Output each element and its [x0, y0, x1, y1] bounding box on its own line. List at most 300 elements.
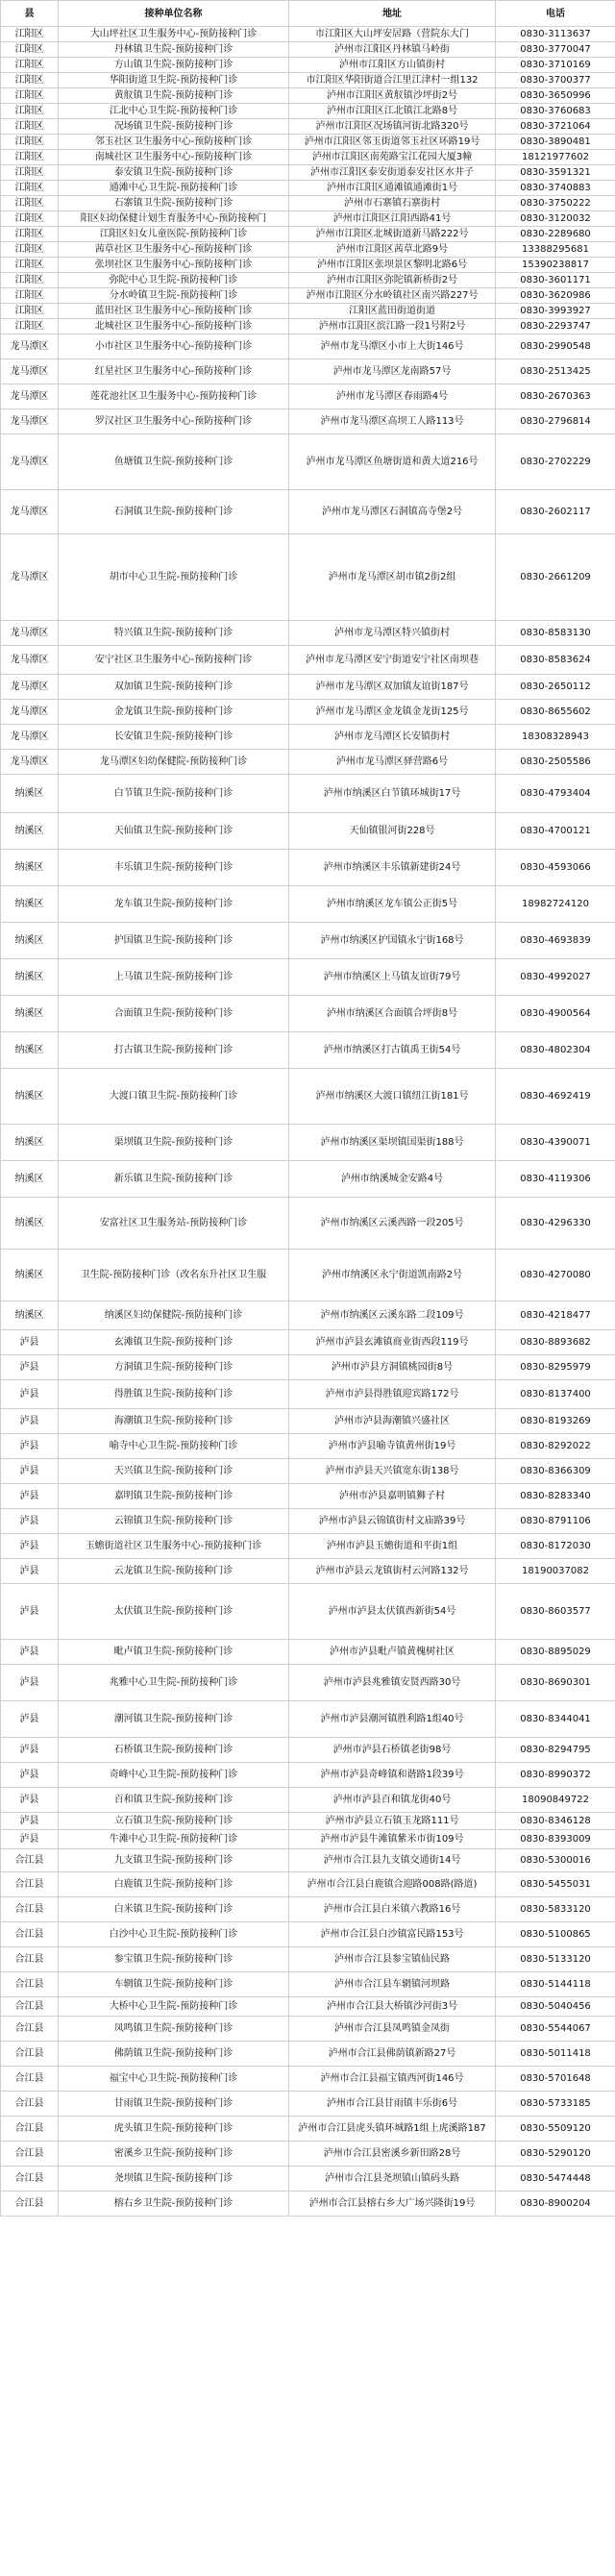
cell-address: 泸州市龙马潭区春雨路4号	[289, 384, 496, 409]
cell-phone: 0830-3993927	[496, 304, 615, 319]
cell-county: 龙马潭区	[1, 334, 59, 359]
table-row	[1, 1813, 615, 1830]
cell-address: 泸州市纳溪区护国镇永宁街168号	[289, 923, 496, 959]
cell-county: 合江县	[1, 2142, 59, 2167]
cell-phone: 0830-8583624	[496, 646, 615, 675]
cell-county: 龙马潭区	[1, 384, 59, 409]
cell-phone: 0830-3721064	[496, 119, 615, 135]
cell-address: 泸州市泸县嘉明镇狮子村	[289, 1484, 496, 1509]
cell-address: 泸州市江阳区况场镇河街北路320号	[289, 119, 496, 135]
cell-unit-name: 红星社区卫生服务中心-预防接种门诊	[59, 359, 289, 384]
cell-address: 泸州市泸县喻寺镇黄州街19号	[289, 1434, 496, 1459]
cell-unit-name: 泰安镇卫生院-预防接种门诊	[59, 165, 289, 181]
cell-phone: 0830-2293747	[496, 319, 615, 334]
cell-unit-name: 尧坝镇卫生院-预防接种门诊	[59, 2167, 289, 2192]
cell-county: 泸县	[1, 1409, 59, 1434]
cell-address: 泸州市合江县凤鸣镇金凤街	[289, 2017, 496, 2042]
cell-county: 纳溪区	[1, 813, 59, 850]
cell-unit-name: 打古镇卫生院-预防接种门诊	[59, 1032, 289, 1069]
table-row	[1, 1640, 615, 1665]
cell-unit-name: 双加镇卫生院-预防接种门诊	[59, 675, 289, 700]
cell-county: 纳溪区	[1, 886, 59, 923]
cell-county: 江阳区	[1, 42, 59, 58]
cell-unit-name: 大渡口镇卫生院-预防接种门诊	[59, 1069, 289, 1125]
cell-address: 泸州市合江县福宝镇西河街146号	[289, 2067, 496, 2092]
cell-address: 泸州市江阳区茜草北路9号	[289, 242, 496, 258]
table-row	[1, 490, 615, 534]
cell-unit-name: 渠坝镇卫生院-预防接种门诊	[59, 1125, 289, 1161]
cell-unit-name: 参宝镇卫生院-预防接种门诊	[59, 1947, 289, 1972]
cell-phone: 0830-8295979	[496, 1355, 615, 1380]
cell-address: 市江阳区华阳街道合江里江津村一组132	[289, 73, 496, 88]
cell-county: 纳溪区	[1, 775, 59, 813]
table-row	[1, 725, 615, 750]
cell-unit-name: 小市社区卫生服务中心-预防接种门诊	[59, 334, 289, 359]
cell-address: 泸州市江阳区张坝景区黎明北路6号	[289, 258, 496, 273]
cell-unit-name: 南城社区卫生服务中心-预防接种门诊	[59, 150, 289, 165]
cell-phone: 0830-5290120	[496, 2142, 615, 2167]
cell-phone: 0830-8283340	[496, 1484, 615, 1509]
table-row	[1, 334, 615, 359]
cell-unit-name: 潮河镇卫生院-预防接种门诊	[59, 1701, 289, 1738]
cell-unit-name: 牛滩中心卫生院-预防接种门诊	[59, 1830, 289, 1849]
cell-address: 泸州市合江县九支镇交通街14号	[289, 1849, 496, 1872]
table-row	[1, 750, 615, 775]
cell-address: 泸州市龙马潭区龙南路57号	[289, 359, 496, 384]
table-row	[1, 196, 615, 211]
cell-phone: 0830-3120032	[496, 211, 615, 227]
cell-address: 泸州市泸县牛滩镇紫米市街109号	[289, 1830, 496, 1849]
cell-unit-name: 新乐镇卫生院-预防接种门诊	[59, 1161, 289, 1198]
table-row	[1, 1409, 615, 1434]
cell-phone: 0830-8193269	[496, 1409, 615, 1434]
cell-county: 龙马潭区	[1, 534, 59, 621]
table-row	[1, 211, 615, 227]
cell-address: 江阳区蓝田街道街道	[289, 304, 496, 319]
table-row	[1, 434, 615, 490]
table-row	[1, 1701, 615, 1738]
cell-unit-name: 白沙中心卫生院-预防接种门诊	[59, 1922, 289, 1947]
cell-phone: 0830-4802304	[496, 1032, 615, 1069]
cell-county: 合江县	[1, 2092, 59, 2117]
cell-phone: 0830-2702229	[496, 434, 615, 490]
cell-county: 龙马潭区	[1, 750, 59, 775]
cell-phone: 0830-5509120	[496, 2117, 615, 2142]
cell-unit-name: 况场镇卫生院-预防接种门诊	[59, 119, 289, 135]
cell-unit-name: 罗汉社区卫生服务中心-预防接种门诊	[59, 409, 289, 434]
cell-address: 泸州市合江县车辋镇河坝路	[289, 1972, 496, 1997]
cell-unit-name: 石洞镇卫生院-预防接种门诊	[59, 490, 289, 534]
cell-phone: 0830-4693839	[496, 923, 615, 959]
cell-address: 泸州市泸县潮河镇胜利路1组40号	[289, 1701, 496, 1738]
cell-address: 泸州市合江县尧坝镇山镇码头路	[289, 2167, 496, 2192]
table-row	[1, 1380, 615, 1409]
cell-unit-name: 石寨镇卫生院-预防接种门诊	[59, 196, 289, 211]
cell-county: 江阳区	[1, 242, 59, 258]
cell-address: 泸州市合江县大桥镇沙河街3号	[289, 1997, 496, 2017]
cell-phone: 0830-3750222	[496, 196, 615, 211]
cell-address: 泸州市泸县玄滩镇商业街西段119号	[289, 1330, 496, 1355]
table-row	[1, 1069, 615, 1125]
cell-unit-name: 蓝田社区卫生服务中心-预防接种门诊	[59, 304, 289, 319]
cell-county: 江阳区	[1, 319, 59, 334]
cell-phone: 18121977602	[496, 150, 615, 165]
cell-address: 泸州市泸县方洞镇桃园街8号	[289, 1355, 496, 1380]
cell-county: 合江县	[1, 2192, 59, 2217]
cell-phone: 18308328943	[496, 725, 615, 750]
cell-unit-name: 毗卢镇卫生院-预防接种门诊	[59, 1640, 289, 1665]
cell-phone: 0830-4793404	[496, 775, 615, 813]
cell-address: 泸州市龙马潭区高坝工人路113号	[289, 409, 496, 434]
cell-unit-name: 邻玉社区卫生服务中心-预防接种门诊	[59, 135, 289, 150]
table-row	[1, 1997, 615, 2017]
cell-county: 纳溪区	[1, 1161, 59, 1198]
cell-phone: 0830-5544067	[496, 2017, 615, 2042]
cell-unit-name: 方洞镇卫生院-预防接种门诊	[59, 1355, 289, 1380]
cell-unit-name: 喻寺中心卫生院-预防接种门诊	[59, 1434, 289, 1459]
cell-county: 合江县	[1, 1872, 59, 1897]
table-row	[1, 1125, 615, 1161]
cell-county: 泸县	[1, 1813, 59, 1830]
cell-phone: 0830-4700121	[496, 813, 615, 850]
cell-address: 泸州市合江县参宝镇仙民路	[289, 1947, 496, 1972]
cell-county: 江阳区	[1, 135, 59, 150]
cell-phone: 0830-3700377	[496, 73, 615, 88]
cell-county: 泸县	[1, 1459, 59, 1484]
cell-address: 泸州市江阳区滨江路一段1号附2号	[289, 319, 496, 334]
table-row	[1, 646, 615, 675]
cell-address: 泸州市龙马潭区长安镇街村	[289, 725, 496, 750]
cell-unit-name: 九支镇卫生院-预防接种门诊	[59, 1849, 289, 1872]
cell-unit-name: 华阳街道卫生院-预防接种门诊	[59, 73, 289, 88]
cell-unit-name: 天仙镇卫生院-预防接种门诊	[59, 813, 289, 850]
cell-county: 合江县	[1, 1849, 59, 1872]
table-row	[1, 119, 615, 135]
cell-unit-name: 方山镇卫生院-预防接种门诊	[59, 58, 289, 73]
cell-address: 泸州市纳溪区白节镇环城街17号	[289, 775, 496, 813]
cell-address: 泸州市合江县白米镇六教路16号	[289, 1897, 496, 1922]
cell-county: 龙马潭区	[1, 409, 59, 434]
table-row	[1, 135, 615, 150]
cell-county: 纳溪区	[1, 850, 59, 886]
table-row	[1, 621, 615, 646]
table-row	[1, 1738, 615, 1763]
cell-phone: 0830-2650112	[496, 675, 615, 700]
table-row	[1, 319, 615, 334]
table-row	[1, 775, 615, 813]
cell-phone: 0830-5300016	[496, 1849, 615, 1872]
cell-phone: 18090849722	[496, 1788, 615, 1813]
cell-county: 泸县	[1, 1355, 59, 1380]
cell-county: 龙马潭区	[1, 725, 59, 750]
cell-phone: 0830-5701648	[496, 2067, 615, 2092]
table-row	[1, 886, 615, 923]
cell-phone: 15390238817	[496, 258, 615, 273]
table-row	[1, 288, 615, 304]
cell-unit-name: 丰乐镇卫生院-预防接种门诊	[59, 850, 289, 886]
cell-county: 合江县	[1, 1997, 59, 2017]
cell-unit-name: 弥陀中心卫生院-预防接种门诊	[59, 273, 289, 288]
cell-phone: 0830-3740883	[496, 181, 615, 196]
table-row	[1, 2192, 615, 2217]
cell-county: 江阳区	[1, 165, 59, 181]
cell-phone: 0830-8344041	[496, 1701, 615, 1738]
cell-phone: 0830-3890481	[496, 135, 615, 150]
cell-county: 纳溪区	[1, 959, 59, 996]
table-row	[1, 675, 615, 700]
cell-unit-name: 合面镇卫生院-预防接种门诊	[59, 996, 289, 1032]
table-row	[1, 1947, 615, 1972]
cell-unit-name: 黄舣镇卫生院-预防接种门诊	[59, 88, 289, 104]
table-row	[1, 2117, 615, 2142]
cell-unit-name: 北城社区卫生服务中心-预防接种门诊	[59, 319, 289, 334]
cell-county: 江阳区	[1, 227, 59, 242]
cell-unit-name: 丹林镇卫生院-预防接种门诊	[59, 42, 289, 58]
cell-unit-name: 特兴镇卫生院-预防接种门诊	[59, 621, 289, 646]
cell-county: 龙马潭区	[1, 700, 59, 725]
cell-address: 市江阳区大山坪安居路（营院东大门	[289, 27, 496, 42]
cell-county: 泸县	[1, 1640, 59, 1665]
cell-phone: 0830-8294795	[496, 1738, 615, 1763]
table-row	[1, 165, 615, 181]
cell-unit-name: 阳区妇幼保健计划生育服务中心-预防接种门	[59, 211, 289, 227]
cell-phone: 0830-8690301	[496, 1665, 615, 1701]
cell-phone: 18982724120	[496, 886, 615, 923]
cell-unit-name: 兆雅中心卫生院-预防接种门诊	[59, 1665, 289, 1701]
cell-phone: 0830-2602117	[496, 490, 615, 534]
cell-unit-name: 凤鸣镇卫生院-预防接种门诊	[59, 2017, 289, 2042]
cell-phone: 0830-3601171	[496, 273, 615, 288]
cell-phone: 0830-3113637	[496, 27, 615, 42]
cell-county: 合江县	[1, 2017, 59, 2042]
cell-address: 泸州市江阳区江阳西路41号	[289, 211, 496, 227]
table-row	[1, 2042, 615, 2067]
table-row	[1, 1584, 615, 1640]
cell-county: 江阳区	[1, 150, 59, 165]
cell-unit-name: 玄滩镇卫生院-预防接种门诊	[59, 1330, 289, 1355]
cell-phone: 0830-4992027	[496, 959, 615, 996]
cell-address: 泸州市合江县佛荫镇新路27号	[289, 2042, 496, 2067]
cell-county: 龙马潭区	[1, 359, 59, 384]
cell-unit-name: 福宝中心卫生院-预防接种门诊	[59, 2067, 289, 2092]
cell-phone: 0830-5011418	[496, 2042, 615, 2067]
cell-phone: 0830-5733185	[496, 2092, 615, 2117]
cell-unit-name: 佛荫镇卫生院-预防接种门诊	[59, 2042, 289, 2067]
cell-phone: 0830-8603577	[496, 1584, 615, 1640]
table-body	[1, 27, 615, 2217]
cell-county: 纳溪区	[1, 1198, 59, 1250]
cell-phone: 0830-8895029	[496, 1640, 615, 1665]
cell-county: 江阳区	[1, 58, 59, 73]
cell-address: 泸州市纳溪区渠坝镇国渠街188号	[289, 1125, 496, 1161]
cell-address: 泸州市纳溪区上马镇友谊街79号	[289, 959, 496, 996]
cell-phone: 0830-4270080	[496, 1250, 615, 1301]
cell-county: 龙马潭区	[1, 621, 59, 646]
cell-unit-name: 龙马潭区妇幼保健院-预防接种门诊	[59, 750, 289, 775]
cell-phone: 0830-4593066	[496, 850, 615, 886]
cell-unit-name: 云龙镇卫生院-预防接种门诊	[59, 1559, 289, 1584]
cell-phone: 0830-8900204	[496, 2192, 615, 2217]
table-row	[1, 813, 615, 850]
cell-phone: 0830-3770047	[496, 42, 615, 58]
table-row	[1, 996, 615, 1032]
cell-county: 泸县	[1, 1484, 59, 1509]
cell-county: 纳溪区	[1, 1250, 59, 1301]
table-row	[1, 242, 615, 258]
header-address: 地址	[289, 1, 496, 27]
table-row	[1, 1897, 615, 1922]
cell-county: 江阳区	[1, 27, 59, 42]
cell-address: 泸州市泸县云龙镇街村云河路132号	[289, 1559, 496, 1584]
table-row	[1, 273, 615, 288]
cell-phone: 0830-8346128	[496, 1813, 615, 1830]
cell-county: 泸县	[1, 1380, 59, 1409]
cell-address: 泸州市纳溪区永宁街道凯南路2号	[289, 1250, 496, 1301]
cell-address: 泸州市纳溪区龙车镇公正街5号	[289, 886, 496, 923]
cell-phone: 0830-2990548	[496, 334, 615, 359]
cell-unit-name: 茜草社区卫生服务中心-预防接种门诊	[59, 242, 289, 258]
cell-address: 泸州市江阳区邻玉街道邻玉社区环路19号	[289, 135, 496, 150]
cell-address: 泸州市江阳区泰安街道泰安社区水井子	[289, 165, 496, 181]
cell-address: 泸州市泸县立石镇玉龙路111号	[289, 1813, 496, 1830]
cell-phone: 0830-3620986	[496, 288, 615, 304]
table-row	[1, 2092, 615, 2117]
cell-phone: 0830-2661209	[496, 534, 615, 621]
table-row	[1, 1355, 615, 1380]
table-row	[1, 1301, 615, 1330]
cell-unit-name: 车辋镇卫生院-预防接种门诊	[59, 1972, 289, 1997]
table-row	[1, 73, 615, 88]
cell-unit-name: 通滩中心卫生院-预防接种门诊	[59, 181, 289, 196]
cell-address: 泸州市龙马潭区安宁街道安宁社区南坝巷	[289, 646, 496, 675]
table-row	[1, 1484, 615, 1509]
cell-county: 泸县	[1, 1509, 59, 1534]
table-row	[1, 1459, 615, 1484]
cell-phone: 0830-3760683	[496, 104, 615, 119]
cell-phone: 0830-5474448	[496, 2167, 615, 2192]
table-row	[1, 409, 615, 434]
cell-phone: 0830-5144118	[496, 1972, 615, 1997]
cell-address: 泸州市江阳区分水岭镇社区南兴路227号	[289, 288, 496, 304]
cell-county: 合江县	[1, 2167, 59, 2192]
cell-address: 泸州市江阳区黄舣镇沙坪街2号	[289, 88, 496, 104]
cell-unit-name: 嘉明镇卫生院-预防接种门诊	[59, 1484, 289, 1509]
cell-county: 泸县	[1, 1330, 59, 1355]
cell-phone: 0830-5133120	[496, 1947, 615, 1972]
cell-unit-name: 江阳区妇女儿童医院-预防接种门诊	[59, 227, 289, 242]
cell-phone: 0830-8583130	[496, 621, 615, 646]
cell-address: 泸州市泸县毗卢镇黄槐树社区	[289, 1640, 496, 1665]
cell-unit-name: 长安镇卫生院-预防接种门诊	[59, 725, 289, 750]
cell-unit-name: 奇峰中心卫生院-预防接种门诊	[59, 1763, 289, 1788]
cell-address: 泸州市龙马潭区小市上大街146号	[289, 334, 496, 359]
cell-county: 纳溪区	[1, 1032, 59, 1069]
cell-county: 泸县	[1, 1830, 59, 1849]
cell-county: 泸县	[1, 1665, 59, 1701]
cell-address: 泸州市江阳区南苑路宝江花园大厦3幢	[289, 150, 496, 165]
cell-unit-name: 太伏镇卫生院-预防接种门诊	[59, 1584, 289, 1640]
cell-unit-name: 张坝社区卫生服务中心-预防接种门诊	[59, 258, 289, 273]
cell-phone: 0830-8366309	[496, 1459, 615, 1484]
cell-county: 合江县	[1, 2067, 59, 2092]
cell-county: 龙马潭区	[1, 434, 59, 490]
table-row	[1, 1763, 615, 1788]
cell-phone: 0830-5455031	[496, 1872, 615, 1897]
cell-county: 泸县	[1, 1534, 59, 1559]
cell-address: 泸州市纳溪区打古镇禹王街54号	[289, 1032, 496, 1069]
cell-address: 泸州市泸县奇峰镇和谐路1段39号	[289, 1763, 496, 1788]
cell-unit-name: 龙车镇卫生院-预防接种门诊	[59, 886, 289, 923]
cell-unit-name: 立石镇卫生院-预防接种门诊	[59, 1813, 289, 1830]
cell-phone: 0830-3650996	[496, 88, 615, 104]
table-row	[1, 304, 615, 319]
table-row	[1, 88, 615, 104]
cell-address: 泸州市龙马潭区驿营路6号	[289, 750, 496, 775]
cell-county: 江阳区	[1, 304, 59, 319]
cell-phone: 0830-3591321	[496, 165, 615, 181]
table-row	[1, 1509, 615, 1534]
cell-phone: 0830-4900564	[496, 996, 615, 1032]
cell-phone: 0830-5040456	[496, 1997, 615, 2017]
cell-county: 江阳区	[1, 88, 59, 104]
cell-unit-name: 白鹿镇卫生院-预防接种门诊	[59, 1872, 289, 1897]
cell-phone: 0830-2796814	[496, 409, 615, 434]
cell-county: 龙马潭区	[1, 490, 59, 534]
table-row	[1, 1665, 615, 1701]
cell-unit-name: 大山坪社区卫生服务中心-预防接种门诊	[59, 27, 289, 42]
cell-county: 纳溪区	[1, 1301, 59, 1330]
cell-county: 江阳区	[1, 104, 59, 119]
cell-unit-name: 分水岭镇卫生院-预防接种门诊	[59, 288, 289, 304]
cell-address: 泸州市龙马潭区特兴镇街村	[289, 621, 496, 646]
cell-unit-name: 石桥镇卫生院-预防接种门诊	[59, 1738, 289, 1763]
table-row	[1, 1198, 615, 1250]
table-row	[1, 258, 615, 273]
table-row	[1, 58, 615, 73]
cell-address: 泸州市泸县海潮镇兴盛社区	[289, 1409, 496, 1434]
cell-address: 泸州市江阳区丹林镇马岭街	[289, 42, 496, 58]
cell-phone: 0830-4692419	[496, 1069, 615, 1125]
cell-phone: 13388295681	[496, 242, 615, 258]
cell-unit-name: 江北中心卫生院-预防接种门诊	[59, 104, 289, 119]
cell-unit-name: 胡市中心卫生院-预防接种门诊	[59, 534, 289, 621]
cell-unit-name: 安宁社区卫生服务中心-预防接种门诊	[59, 646, 289, 675]
cell-phone: 0830-4119306	[496, 1161, 615, 1198]
cell-county: 纳溪区	[1, 923, 59, 959]
cell-unit-name: 密溪乡卫生院-预防接种门诊	[59, 2142, 289, 2167]
cell-unit-name: 纳溪区妇幼保健院-预防接种门诊	[59, 1301, 289, 1330]
cell-phone: 0830-8393009	[496, 1830, 615, 1849]
cell-phone: 0830-2670363	[496, 384, 615, 409]
cell-address: 天仙镇银河街228号	[289, 813, 496, 850]
cell-county: 合江县	[1, 1947, 59, 1972]
table-row	[1, 104, 615, 119]
table-row	[1, 359, 615, 384]
cell-county: 泸县	[1, 1738, 59, 1763]
table-row	[1, 42, 615, 58]
table-row	[1, 384, 615, 409]
cell-county: 江阳区	[1, 73, 59, 88]
cell-unit-name: 白节镇卫生院-预防接种门诊	[59, 775, 289, 813]
cell-address: 泸州市泸县玉蟾街道和平街1组	[289, 1534, 496, 1559]
cell-phone: 0830-8655602	[496, 700, 615, 725]
cell-county: 泸县	[1, 1701, 59, 1738]
cell-address: 泸州市龙马潭区石洞镇高寺堡2号	[289, 490, 496, 534]
cell-address: 泸州市合江县白沙镇富民路153号	[289, 1922, 496, 1947]
table-row	[1, 1161, 615, 1198]
table-row	[1, 1872, 615, 1897]
cell-address: 泸州市龙马潭区胡市镇2街2组	[289, 534, 496, 621]
